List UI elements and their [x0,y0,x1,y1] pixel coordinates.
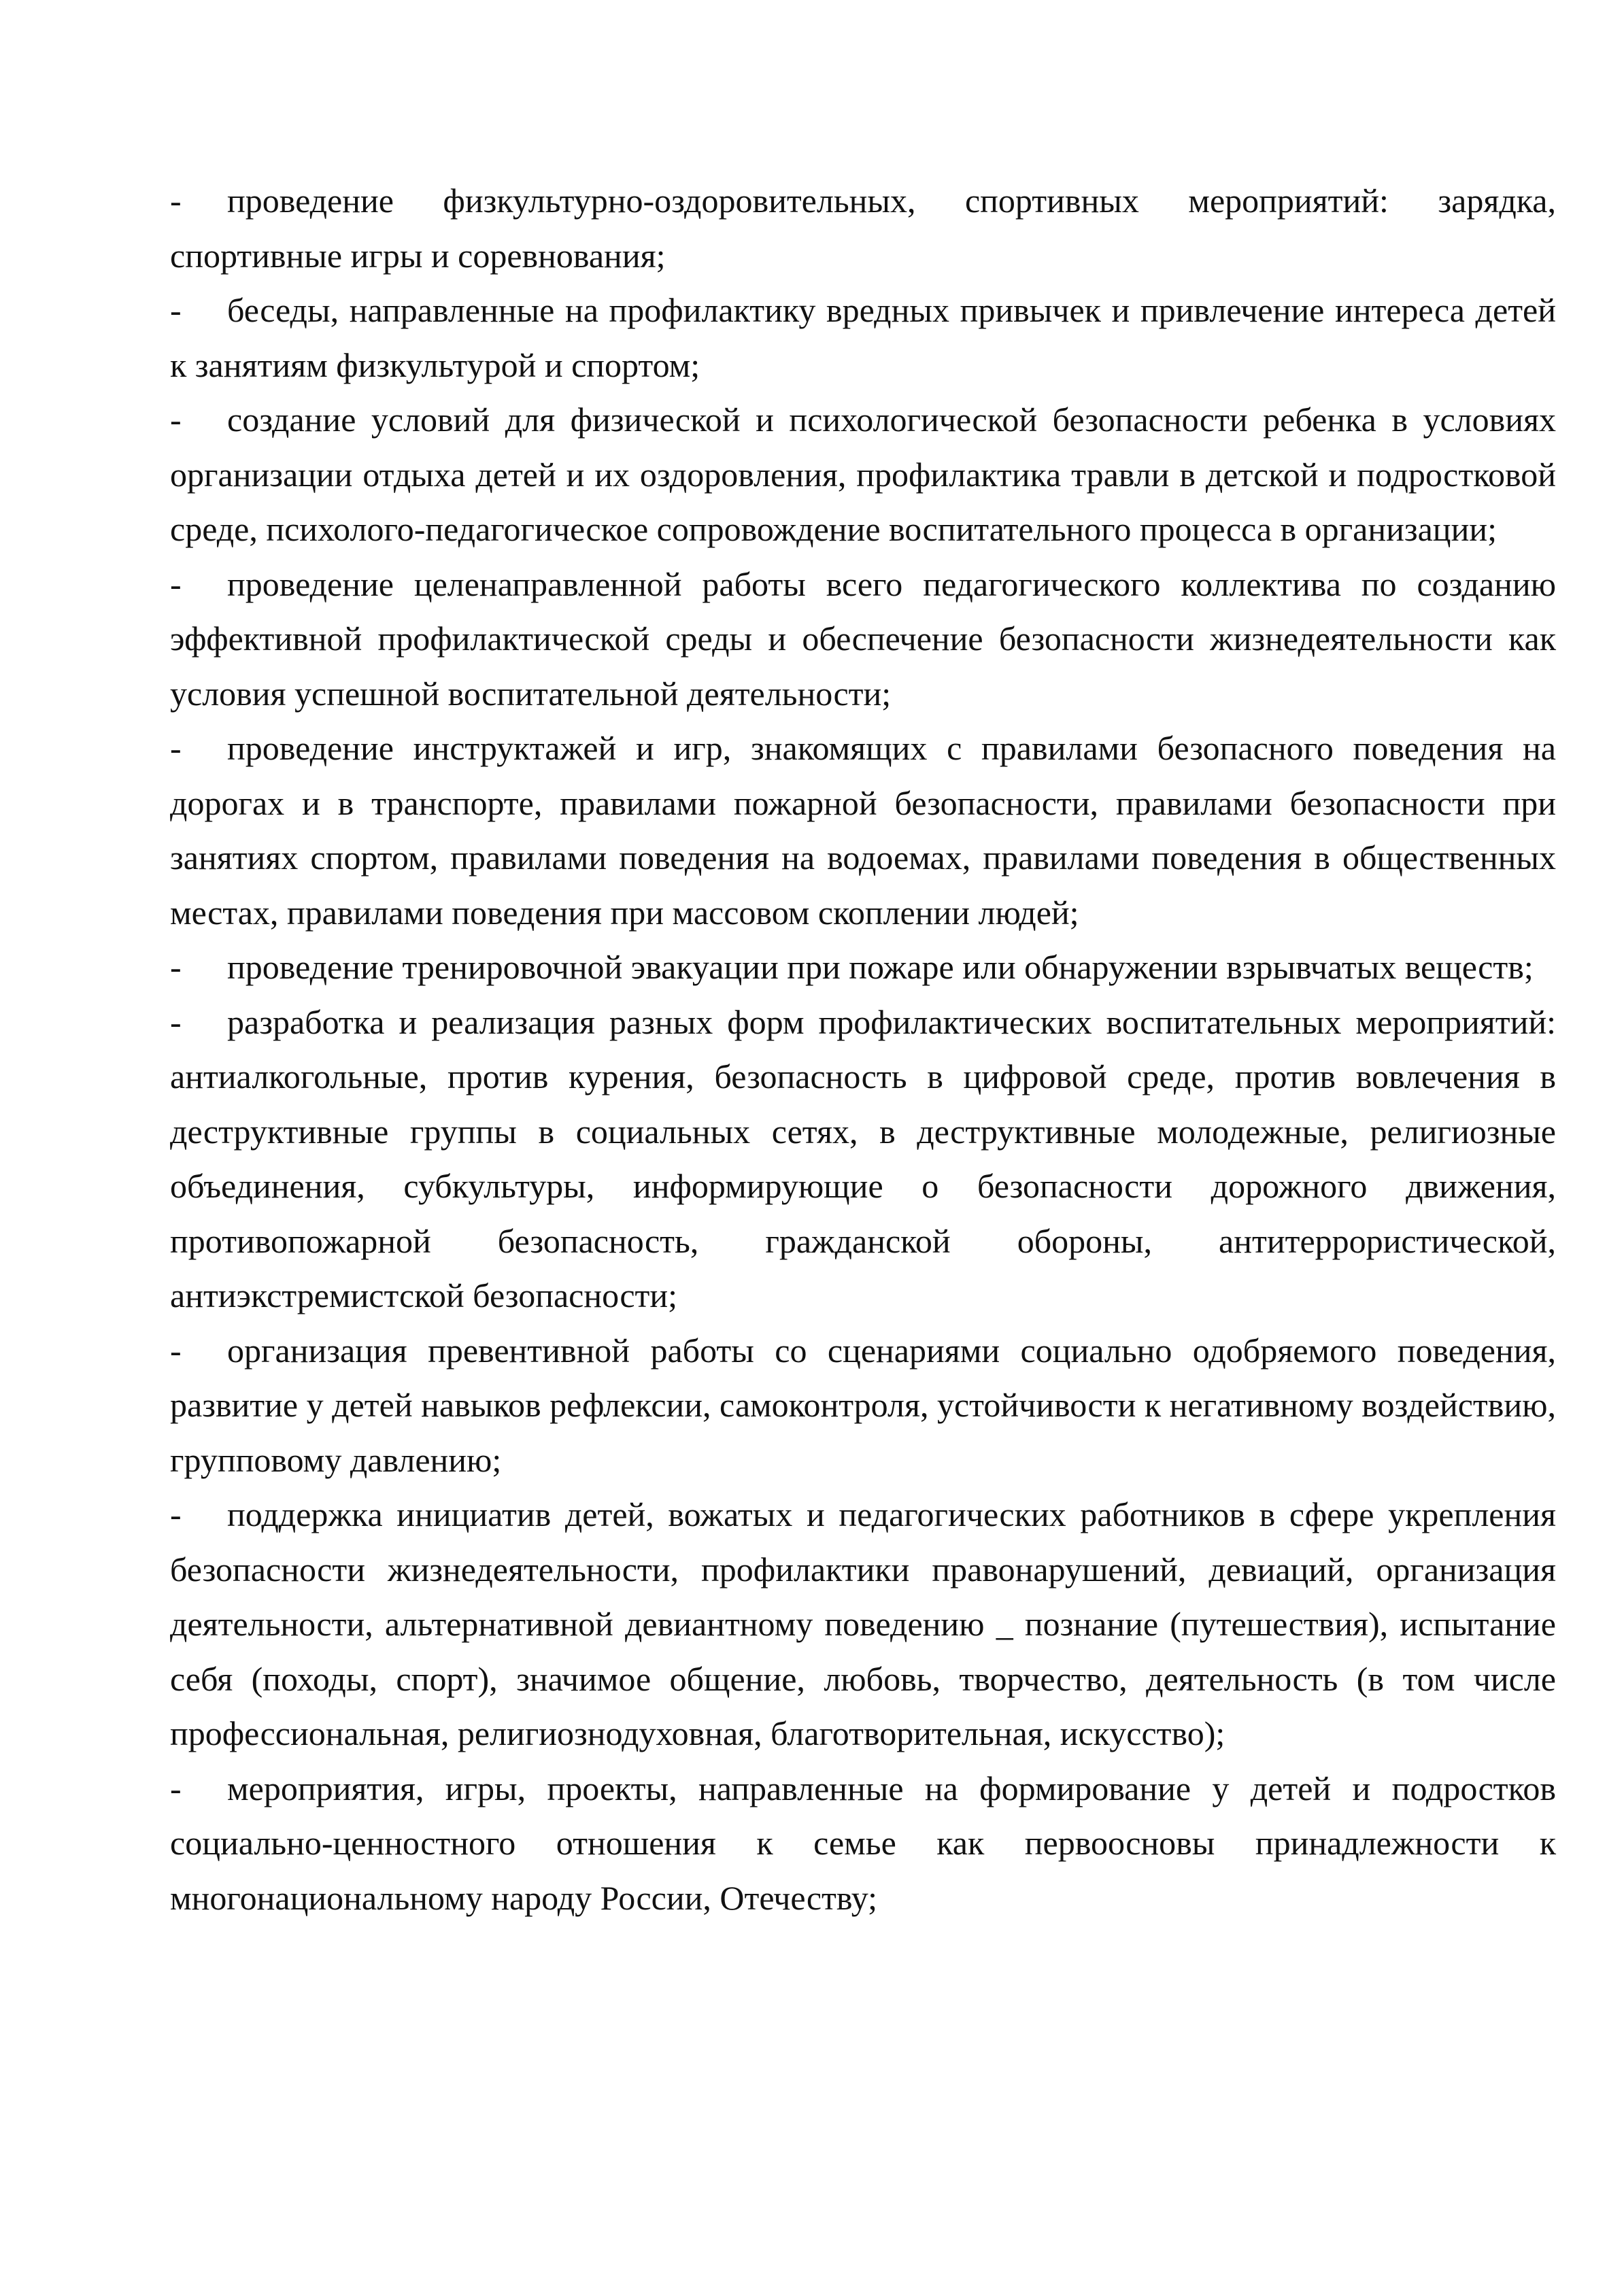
list-item [170,721,1556,940]
list-item-text: проведение инструктажей и игр, знакомящих с правилами безопасного поведения на дорогах и в транспорте, правилами пожарной безопасности, правилами безопасности при занятиях спортом, правилами поведения на водоемах, правилами поведения в общественных местах, правилами поведения при массовом скоплении людей; [170,729,1556,932]
list-bullet: - [170,564,182,603]
list-bullet: - [170,401,182,439]
list-bullet: - [170,1331,182,1370]
list-bullet: - [170,1495,182,1533]
list-item-text: разработка и реализация разных форм профилактических воспитательных мероприятий: антиалкогольные, против курения, безопасность в цифровой среде, против вовлечения в деструктивные группы в социальных сетях, в деструктивные молодежные, религиозные объединения, субкультуры, информирующие о безопасности дорожного движения, противопожарной безопасность, гражданской обороны, антитеррористической, антиэкстремистской безопасности; [170,1002,1556,1314]
list-item [170,392,1556,557]
list-item [170,557,1556,721]
list-item [170,1761,1556,1926]
list-item-text: проведение тренировочной эвакуации при пожаре или обнаружении взрывчатых веществ; [227,948,1534,986]
list-bullet: - [170,948,182,986]
list-item [170,940,1556,995]
list-bullet: - [170,1769,182,1807]
list-bullet: - [170,291,182,329]
list-bullet: - [170,1002,182,1041]
bullet-list [170,173,1556,1925]
list-item [170,1487,1556,1761]
list-bullet: - [170,729,182,767]
list-bullet: - [170,182,182,220]
list-item-text: поддержка инициатив детей, вожатых и педагогических работников в сфере укрепления безопасности жизнедеятельности, профилактики правонарушений, девиаций, организация деятельности, альтернативной девиантному поведению _ познание (путешествия), испытание себя (походы, спорт), значимое общение, любовь, творчество, деятельность (в том числе профессиональная, религиознодуховная, благотворительная, искусство); [170,1495,1556,1752]
list-item [170,1323,1556,1488]
list-item-text: беседы, направленные на профилактику вредных привычек и привлечение интереса детей к занятиям физкультурой и спортом; [170,291,1556,384]
list-item-text: проведение физкультурно-оздоровительных, спортивных мероприятий: зарядка, спортивные игры и соревнования; [170,182,1556,275]
list-item-text: организация превентивной работы со сценариями социально одобряемого поведения, развитие у детей навыков рефлексии, самоконтроля, устойчивости к негативному воздействию, групповому давлению; [170,1331,1556,1479]
list-item-text: проведение целенаправленной работы всего педагогического коллектива по созданию эффективной профилактической среды и обеспечение безопасности жизнедеятельности как условия успешной воспитательной деятельности; [170,564,1556,713]
list-item-text: мероприятия, игры, проекты, направленные на формирование у детей и подростков социально-ценностного отношения к семье как первоосновы принадлежности к многонациональному народу России, Отечеству; [170,1769,1556,1917]
list-item [170,283,1556,392]
list-item [170,995,1556,1323]
list-item-text: создание условий для физической и психологической безопасности ребенка в условиях организации отдыха детей и их оздоровления, профилактика травли в детской и подростковой среде, психолого-педагогическое сопровождение воспитательного процесса в организации; [170,401,1556,548]
list-item [170,173,1556,283]
